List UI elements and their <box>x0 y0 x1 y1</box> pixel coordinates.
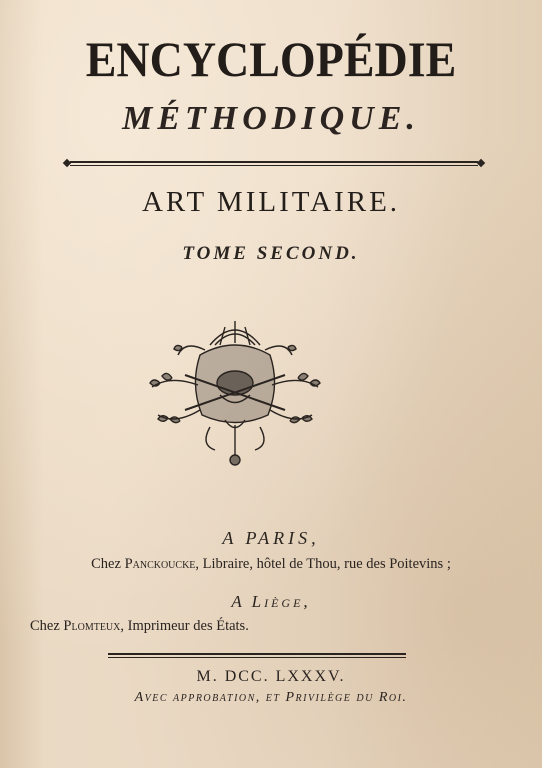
publisher-address: , Libraire, hôtel de Thou, rue des Poitevins ; <box>195 556 451 572</box>
publication-date: M. DCC. LXXXV. <box>196 668 346 685</box>
printer-title: , Imprimeur des États. <box>120 618 249 634</box>
subject-heading: ART MILITAIRE. <box>141 186 401 218</box>
volume-heading: TOME SECOND. <box>182 243 360 264</box>
printer-name: Plomteux <box>63 618 121 634</box>
main-title: ENCYCLOPÉDIE <box>85 31 457 87</box>
ornamental-rule-top <box>64 160 484 168</box>
liege-city-text: A Liège, <box>231 592 311 611</box>
approbation-line: Avec approbation, et Privilège du Roi. <box>134 690 408 705</box>
imprint-publisher-line <box>0 556 542 573</box>
rule-bottom <box>108 653 406 659</box>
imprint-city-paris: A PARIS, <box>222 528 320 548</box>
subtitle: MÉTHODIQUE. <box>122 100 420 137</box>
publisher-name: Panckoucke <box>124 556 196 572</box>
trophy-ornament-icon <box>140 315 330 475</box>
publisher-prefix: Chez <box>91 556 125 572</box>
imprint-printer-line <box>30 618 249 635</box>
printer-prefix: Chez <box>30 618 64 634</box>
imprint-city-liege <box>0 592 542 612</box>
